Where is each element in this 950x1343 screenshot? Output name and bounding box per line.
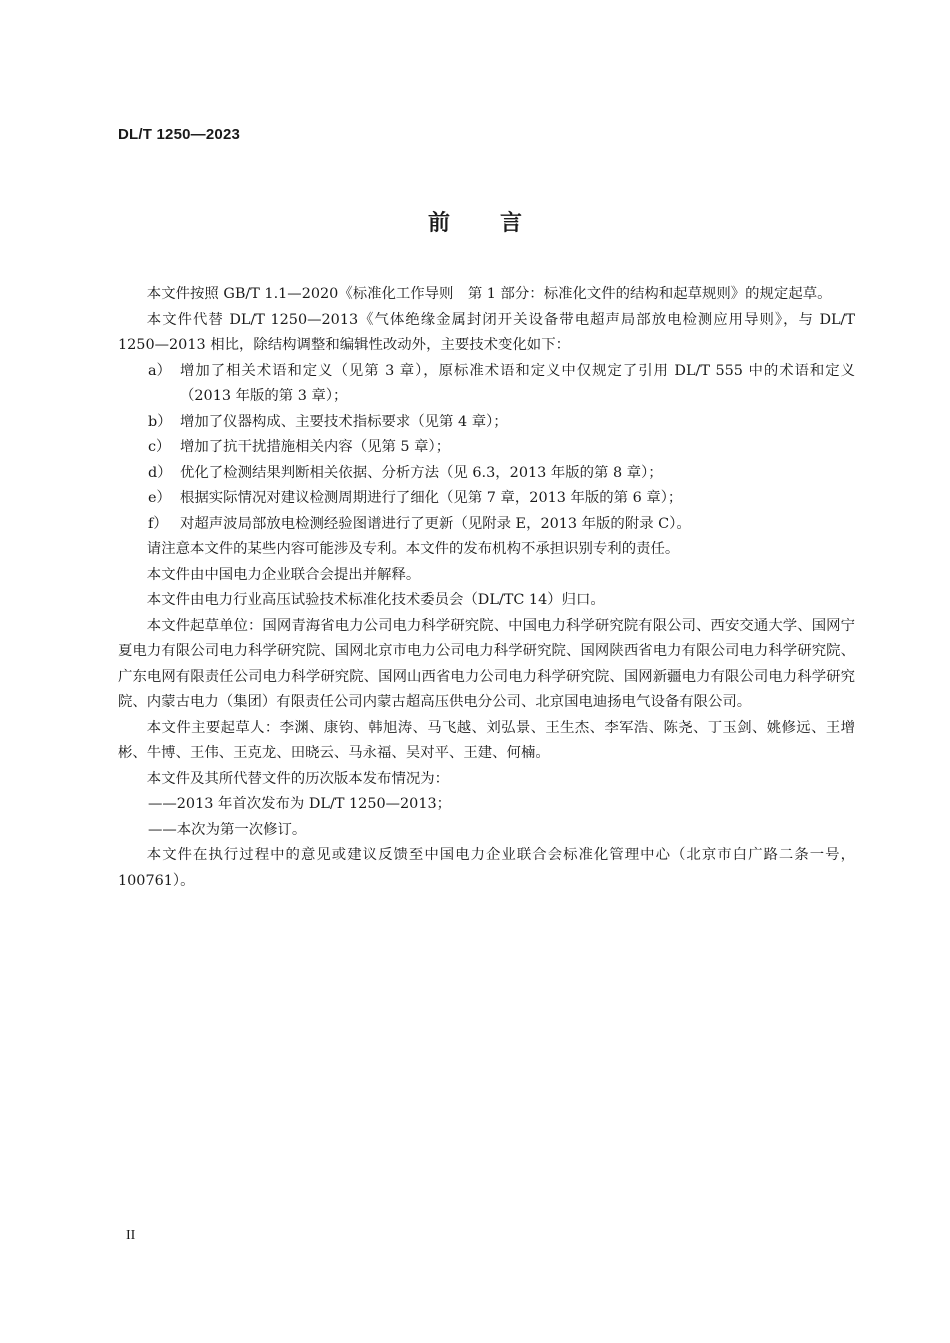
change-item	[118, 486, 855, 512]
page-number: II	[126, 1228, 136, 1243]
paragraph-feedback: 本文件在执行过程中的意见或建议反馈至中国电力企业联合会标准化管理中心（北京市白广路二条一号，100761）。	[118, 847, 855, 889]
change-item	[118, 461, 855, 487]
document-body	[118, 282, 855, 894]
document-code: DL/T 1250—2023	[118, 126, 241, 143]
change-item	[118, 410, 855, 436]
paragraph-drafters: 本文件主要起草人：李渊、康钧、韩旭涛、马飞越、刘弘景、王生杰、李军浩、陈尧、丁玉剑、姚修远、王增彬、牛博、王伟、王克龙、田晓云、马永福、吴对平、王建、何楠。	[118, 719, 855, 761]
page-title: 前言	[427, 211, 572, 236]
change-item-mark: e）	[148, 490, 171, 506]
change-item-mark: b）	[148, 413, 172, 430]
change-item	[118, 359, 855, 410]
change-item-text: 对超声波局部放电检测经验图谱进行了更新（见附录 E，2013 年版的附录 C）。	[180, 515, 691, 532]
change-item-text: 优化了检测结果判断相关依据、分析方法（见 6.3，2013 年版的第 8 章）；	[180, 464, 663, 481]
change-item-mark: c）	[148, 439, 171, 455]
paragraph-drafting-rules: 本文件按照 GB/T 1.1—2020《标准化工作导则 第 1 部分：标准化文件的结构和起草规则》的规定起草。	[146, 286, 832, 302]
paragraph-centralized: 本文件由电力行业高压试验技术标准化技术委员会（DL/TC 14）归口。	[146, 592, 605, 608]
paragraph-replacement: 本文件代替 DL/T 1250—2013《气体绝缘金属封闭开关设备带电超声局部放电检测应用导则》，与 DL/T 1250—2013 相比，除结构调整和编辑性改动外，主要技术变化如下：	[118, 311, 855, 353]
change-item-mark: a）	[148, 362, 171, 379]
change-item-mark: f）	[148, 515, 168, 532]
paragraph-proposer: 本文件由中国电力企业联合会提出并解释。	[146, 566, 421, 583]
change-item-mark: d）	[148, 464, 172, 481]
change-item-text: 增加了相关术语和定义（见第 3 章），原标准术语和定义中仅规定了引用 DL/T 555 中的术语和定义（2013 年版的第 3 章）；	[180, 362, 855, 404]
change-item-text: 增加了仪器构成、主要技术指标要求（见第 4 章）；	[180, 413, 508, 430]
change-item-text: 根据实际情况对建议检测周期进行了细化（见第 7 章，2013 年版的第 6 章）；	[180, 490, 683, 506]
paragraph-patent: 请注意本文件的某些内容可能涉及专利。本文件的发布机构不承担识别专利的责任。	[146, 541, 680, 557]
change-item-text: 增加了抗干扰措施相关内容（见第 5 章）；	[180, 439, 451, 455]
change-item	[118, 435, 855, 461]
paragraph-drafting-units: 本文件起草单位：国网青海省电力公司电力科学研究院、中国电力科学研究院有限公司、西安交通大学、国网宁夏电力有限公司电力科学研究院、国网北京市电力公司电力科学研究院、国网陕西省电力有限公司电力科学研究院、广东电网有限责任公司电力科学研究院、国网山西省电力公司电力科学研究院、国网新疆电力有限公司电力科学研究院、内蒙古电力（集团）有限责任公司内蒙古超高压供电分公司、北京国电迪扬电气设备有限公司。	[118, 617, 855, 710]
history-item: ——2013 年首次发布为 DL/T 1250—2013；	[148, 796, 452, 812]
paragraph-history-intro: 本文件及其所代替文件的历次版本发布情况为：	[146, 770, 450, 787]
history-item: ——本次为第一次修订。	[148, 821, 307, 838]
change-item	[118, 512, 855, 538]
